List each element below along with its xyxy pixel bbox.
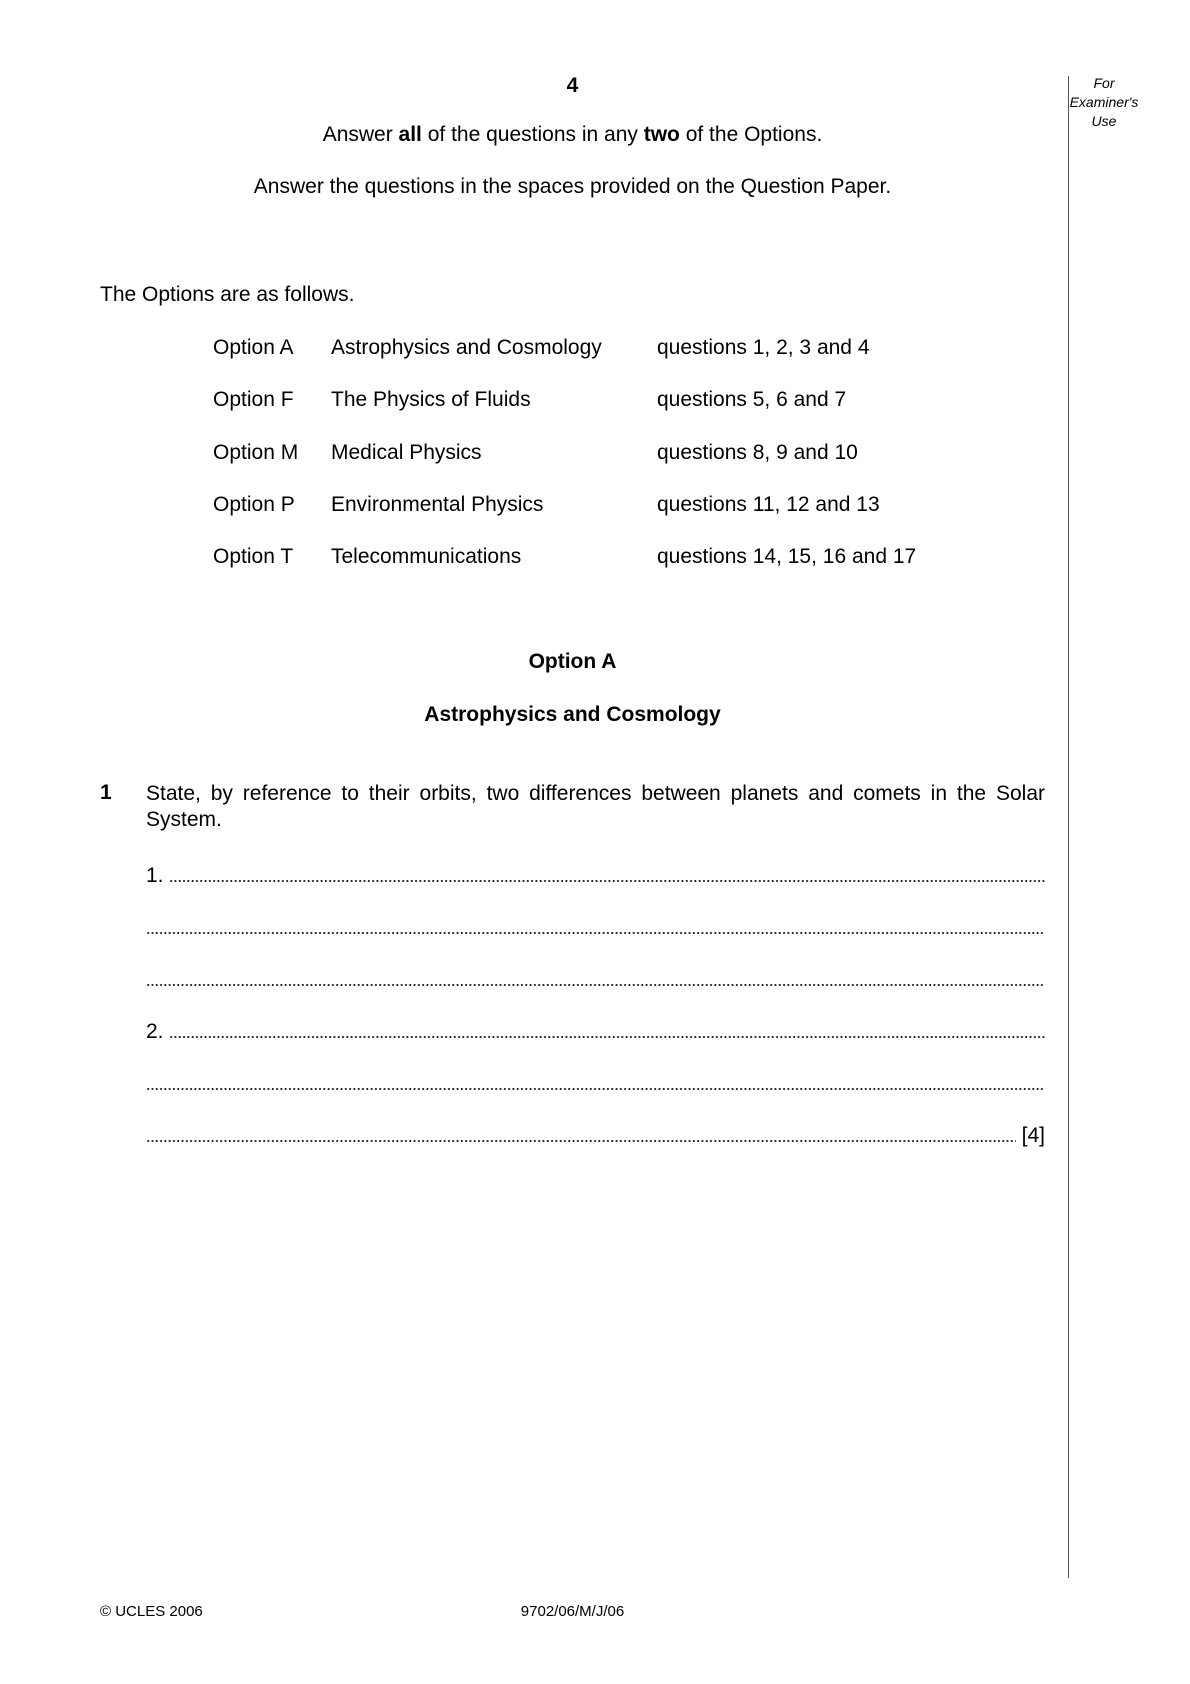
option-title: Environmental Physics: [331, 493, 544, 516]
instruction-emphasis-two: two: [643, 123, 680, 146]
examiner-label-line: For: [1093, 75, 1115, 91]
answer-line[interactable]: [146, 1018, 1045, 1044]
option-code: Option M: [213, 441, 299, 464]
answer-line[interactable]: [146, 966, 1045, 992]
option-code: Option F: [213, 388, 294, 411]
dotted-line: [169, 879, 1045, 883]
answer-line[interactable]: [146, 1070, 1045, 1096]
options-intro: The Options are as follows.: [100, 283, 355, 306]
option-title: Medical Physics: [331, 441, 482, 464]
option-title: The Physics of Fluids: [331, 388, 531, 411]
option-row: [0, 388, 1190, 414]
answer-line[interactable]: [146, 1122, 1045, 1148]
footer-paper-code: 9702/06/M/J/06: [520, 1603, 625, 1620]
option-code: Option A: [213, 336, 294, 359]
option-questions: questions 14, 15, 16 and 17: [657, 545, 917, 568]
instruction-text: of the Options.: [679, 123, 823, 146]
footer-copyright: © UCLES 2006: [100, 1603, 203, 1620]
instruction-answer-spaces: Answer the questions in the spaces provided on the Question Paper.: [253, 175, 892, 198]
answer-label: 1.: [146, 864, 170, 887]
page-number: 4: [566, 74, 579, 97]
question-number: 1: [100, 781, 112, 804]
examiner-label-line: Examiner's: [1069, 94, 1139, 110]
dotted-line: [146, 1087, 1045, 1091]
section-subheading: Astrophysics and Cosmology: [424, 703, 721, 726]
option-row: [0, 545, 1190, 571]
dotted-line: [146, 1139, 1016, 1143]
dotted-line: [146, 983, 1045, 987]
dotted-line: [169, 1035, 1045, 1039]
question-text: State, by reference to their orbits, two differences between planets and comets in the Solar System.: [146, 782, 1045, 831]
instruction-text: Answer: [322, 123, 399, 146]
option-code: Option P: [213, 493, 295, 516]
option-questions: questions 1, 2, 3 and 4: [657, 336, 870, 359]
dotted-line: [146, 931, 1045, 935]
answer-line[interactable]: [146, 862, 1045, 888]
option-row: [0, 493, 1190, 519]
option-questions: questions 11, 12 and 13: [657, 493, 880, 516]
instruction-text: of the questions in any: [421, 123, 644, 146]
instruction-emphasis-all: all: [398, 123, 422, 146]
option-row: [0, 441, 1190, 467]
option-row: [0, 336, 1190, 362]
section-heading: Option A: [528, 650, 617, 673]
option-questions: questions 5, 6 and 7: [657, 388, 847, 411]
option-code: Option T: [213, 545, 294, 568]
option-questions: questions 8, 9 and 10: [657, 441, 858, 464]
examiner-margin-rule: [1068, 76, 1069, 1578]
answer-label: 2.: [146, 1020, 170, 1043]
answer-line[interactable]: [146, 914, 1045, 940]
option-title: Telecommunications: [331, 545, 522, 568]
instruction-answer-options: [0, 123, 1145, 147]
marks-allocation: [4]: [1015, 1124, 1045, 1147]
examiner-label-line: Use: [1091, 113, 1117, 129]
option-title: Astrophysics and Cosmology: [331, 336, 602, 359]
